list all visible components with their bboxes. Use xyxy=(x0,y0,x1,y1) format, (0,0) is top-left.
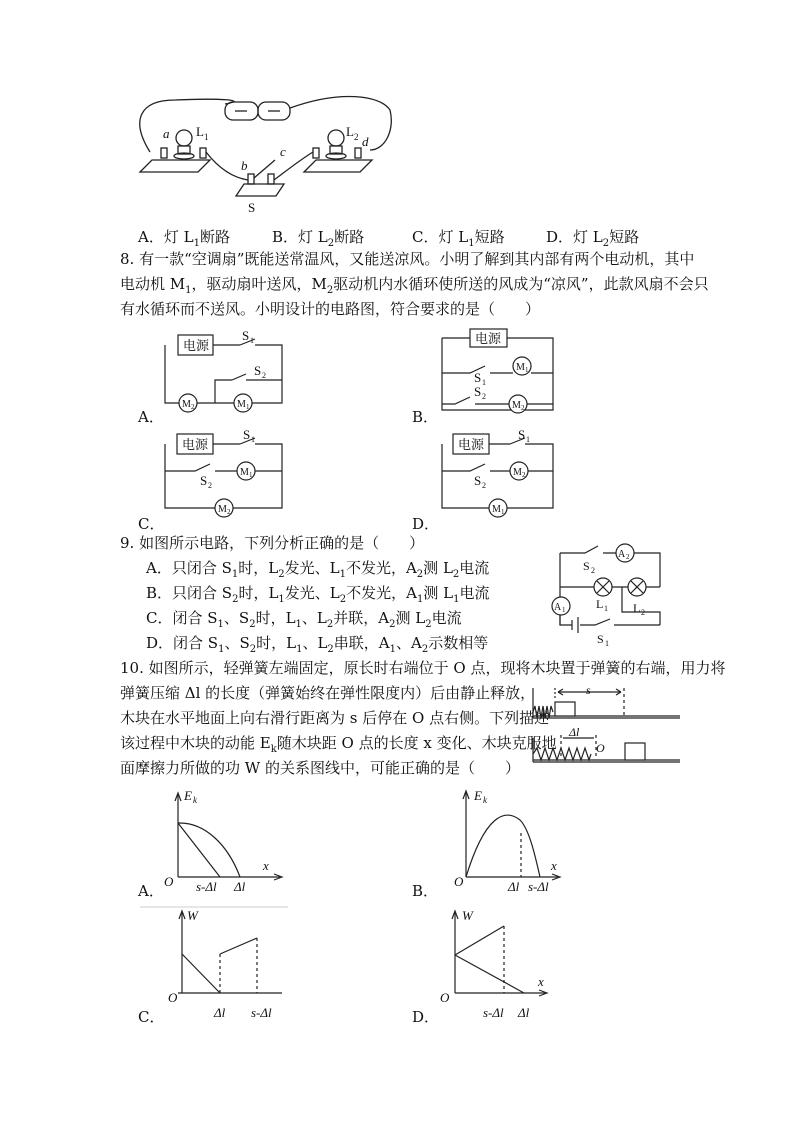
q7-label-s: S xyxy=(248,200,256,215)
q10-d-line2 xyxy=(455,955,524,993)
q10-label-d: D． xyxy=(412,1008,440,1026)
svg-text:2: 2 xyxy=(191,403,195,411)
svg-text:M: M xyxy=(513,467,522,478)
svg-text:2: 2 xyxy=(482,481,486,490)
svg-text:Δl: Δl xyxy=(569,725,580,739)
q7-label-b: b xyxy=(241,158,248,173)
svg-text:M: M xyxy=(182,399,191,410)
svg-text:2: 2 xyxy=(262,371,266,380)
svg-text:1: 1 xyxy=(249,471,253,479)
svg-text:2: 2 xyxy=(521,404,525,412)
q10-line1: 10. 如图所示，轻弹簧左端固定，原长时右端位于 O 点，现将木块置于弹簧的右端，用力将 xyxy=(120,659,726,677)
svg-text:x: x xyxy=(263,858,269,873)
q7-option-a-letter: A． xyxy=(138,228,164,246)
svg-text:M: M xyxy=(512,400,521,411)
svg-text:S: S xyxy=(254,363,262,378)
q8-d-power: 电源 xyxy=(458,437,485,452)
q8-line2-a: 电动机 M xyxy=(120,275,186,293)
q7-option-c-tail: 短路 xyxy=(474,228,505,246)
q9-option-b: B．只闭合 $S_2$时，$L_1$发光、$L_2$不发光，$A_1$测 $L_1$电流 xyxy=(146,584,490,605)
q8-label-c: C． xyxy=(138,515,165,533)
q8-label-b: B． xyxy=(412,408,439,426)
q8-line3: 有水循环而不送风。小明设计的电路图，符合要求的是（ ） xyxy=(120,300,541,318)
q8-line1: 8. 有一款“空调扇”既能送常温风，又能送凉风。小明了解到其内部有两个电动机，其中 xyxy=(120,250,695,268)
svg-text:S: S xyxy=(597,632,604,646)
q7-option-a-tail: 断路 xyxy=(199,228,230,246)
svg-text:x: x xyxy=(538,974,544,989)
svg-text:A: A xyxy=(618,549,626,560)
q7-option-b-text: 灯 L xyxy=(298,228,328,246)
svg-text:Δl: Δl xyxy=(214,1005,226,1020)
q7-option-c-sub: 1 xyxy=(468,238,475,249)
svg-text:Δl: Δl xyxy=(508,879,520,894)
svg-text:E: E xyxy=(474,788,482,803)
svg-text:k: k xyxy=(193,795,197,805)
q7-option-c-letter: C． xyxy=(412,228,439,246)
q9-option-d: D．闭合 $S_1$、$S_2$时，$L_1$、$L_2$串联，$A_1$、$A_2$示数相等 xyxy=(146,634,489,655)
q7-option-d-text: 灯 L xyxy=(573,228,603,246)
svg-text:S: S xyxy=(474,384,482,399)
q10-a-line xyxy=(178,823,220,877)
svg-text:A: A xyxy=(554,602,562,613)
q10-c-line2 xyxy=(220,938,257,954)
svg-text:Δl: Δl xyxy=(234,879,246,894)
svg-text:s-Δl: s-Δl xyxy=(251,1005,272,1020)
q10-line2: 弹簧压缩 Δl 的长度（弹簧始终在弹性限度内）后由静止释放， xyxy=(120,684,536,702)
q10-label-b: B． xyxy=(412,882,439,900)
svg-text:s-Δl: s-Δl xyxy=(483,1005,504,1020)
svg-text:L: L xyxy=(633,601,641,615)
svg-text:O: O xyxy=(168,990,178,1005)
svg-text:S: S xyxy=(200,473,208,488)
q10-a-curve xyxy=(178,823,240,877)
q7-label-l1: L xyxy=(196,124,204,139)
svg-text:1: 1 xyxy=(501,508,505,516)
q8-label-d: D． xyxy=(412,515,440,533)
svg-text:S: S xyxy=(242,328,250,343)
q7-option-c-text: 灯 L xyxy=(438,228,469,246)
q10-label-a: A． xyxy=(138,882,164,900)
q7-label-l2: L xyxy=(346,124,354,139)
q8-c-power: 电源 xyxy=(182,437,209,452)
q9-option-c: C．闭合 $S_1$、$S_2$时，$L_1$、$L_2$并联，$A_2$测 $L_2$电流 xyxy=(146,609,462,630)
svg-text:2: 2 xyxy=(522,471,526,479)
q7-option-b-tail: 断路 xyxy=(334,228,365,246)
q10-label-c: C． xyxy=(138,1008,165,1026)
q7-label-l1-sub: 1 xyxy=(204,132,209,142)
svg-text:W: W xyxy=(187,908,198,923)
svg-text:E: E xyxy=(184,788,192,803)
q10-line5: 面摩擦力所做的功 W 的关系图线中，可能正确的是（ ） xyxy=(120,759,520,777)
svg-text:1: 1 xyxy=(605,639,609,648)
q7-label-c: c xyxy=(280,144,286,159)
q7-label-l2-sub: 2 xyxy=(354,132,359,142)
q7-option-d-letter: D． xyxy=(546,228,574,246)
svg-text:1: 1 xyxy=(251,435,255,444)
q8-b-power: 电源 xyxy=(475,331,502,346)
svg-text:1: 1 xyxy=(526,435,530,444)
q8-line2-c: 驱动机内水循环使所送的风成为“凉风”，此款风扇不会只 xyxy=(333,275,709,293)
q7-option-d-sub: 2 xyxy=(602,238,610,249)
q8-line2-b: ，驱动扇叶送风，M xyxy=(191,275,327,293)
q10-b-curve xyxy=(466,815,540,877)
svg-text:2: 2 xyxy=(208,481,212,490)
q7-option-d-tail: 短路 xyxy=(609,228,640,246)
svg-text:O: O xyxy=(596,741,605,755)
q9-stem: 9. 如图所示电路，下列分析正确的是（ ） xyxy=(120,534,425,552)
svg-text:1: 1 xyxy=(246,403,250,411)
svg-text:2: 2 xyxy=(641,608,645,617)
q7-option-b-sub: 2 xyxy=(327,238,335,249)
svg-text:O: O xyxy=(454,874,464,889)
q8-label-a: A． xyxy=(138,408,164,426)
q8-line2-sub1: 1 xyxy=(185,285,192,296)
svg-text:2: 2 xyxy=(482,392,486,401)
svg-text:1: 1 xyxy=(525,366,529,374)
svg-text:S: S xyxy=(474,370,482,385)
q10-line4: 该过程中木块的动能 $E_k$随木块距 O 点的长度 x 变化、木块克服地 xyxy=(120,734,557,755)
svg-text:S: S xyxy=(243,427,251,442)
svg-text:M: M xyxy=(237,399,246,410)
svg-text:S: S xyxy=(474,473,482,488)
svg-text:s: s xyxy=(586,683,591,697)
q9-option-a: A．只闭合 $S_1$时，$L_2$发光、$L_1$不发光，$A_2$测 $L_2$电流 xyxy=(146,559,490,580)
q7-label-d: d xyxy=(362,134,369,149)
svg-text:M: M xyxy=(492,504,501,515)
svg-text:L: L xyxy=(596,597,604,611)
q10-line3: 木块在水平地面上向右滑行距离为 s 后停在 O 点右侧。下列描述 xyxy=(120,709,550,727)
svg-text:Δl: Δl xyxy=(518,1005,530,1020)
svg-text:2: 2 xyxy=(227,508,231,516)
svg-text:S: S xyxy=(518,427,526,442)
svg-text:k: k xyxy=(483,795,487,805)
svg-text:s-Δl: s-Δl xyxy=(196,879,217,894)
svg-text:W: W xyxy=(462,908,473,923)
svg-text:O: O xyxy=(164,874,174,889)
q7-option-a-sub: 1 xyxy=(193,238,200,249)
svg-text:S: S xyxy=(583,559,590,573)
svg-text:2: 2 xyxy=(626,553,630,561)
svg-text:M: M xyxy=(218,504,227,515)
q10-d-line1 xyxy=(455,926,504,955)
svg-text:1: 1 xyxy=(250,336,254,345)
svg-text:2: 2 xyxy=(591,566,595,575)
svg-text:1: 1 xyxy=(604,604,608,613)
q8-a-power: 电源 xyxy=(183,338,210,353)
svg-text:s-Δl: s-Δl xyxy=(528,879,549,894)
q10-c-line1 xyxy=(182,954,220,993)
svg-text:1: 1 xyxy=(562,606,566,614)
svg-text:O: O xyxy=(440,990,450,1005)
svg-text:x: x xyxy=(551,858,557,873)
svg-text:M: M xyxy=(240,467,249,478)
q7-option-b-letter: B． xyxy=(272,228,299,246)
q7-option-a-text: 灯 L xyxy=(163,228,194,246)
svg-text:M: M xyxy=(516,362,525,373)
svg-text:1: 1 xyxy=(482,378,486,387)
q8-line2-sub2: 2 xyxy=(326,285,334,296)
q7-label-a: a xyxy=(163,126,170,141)
